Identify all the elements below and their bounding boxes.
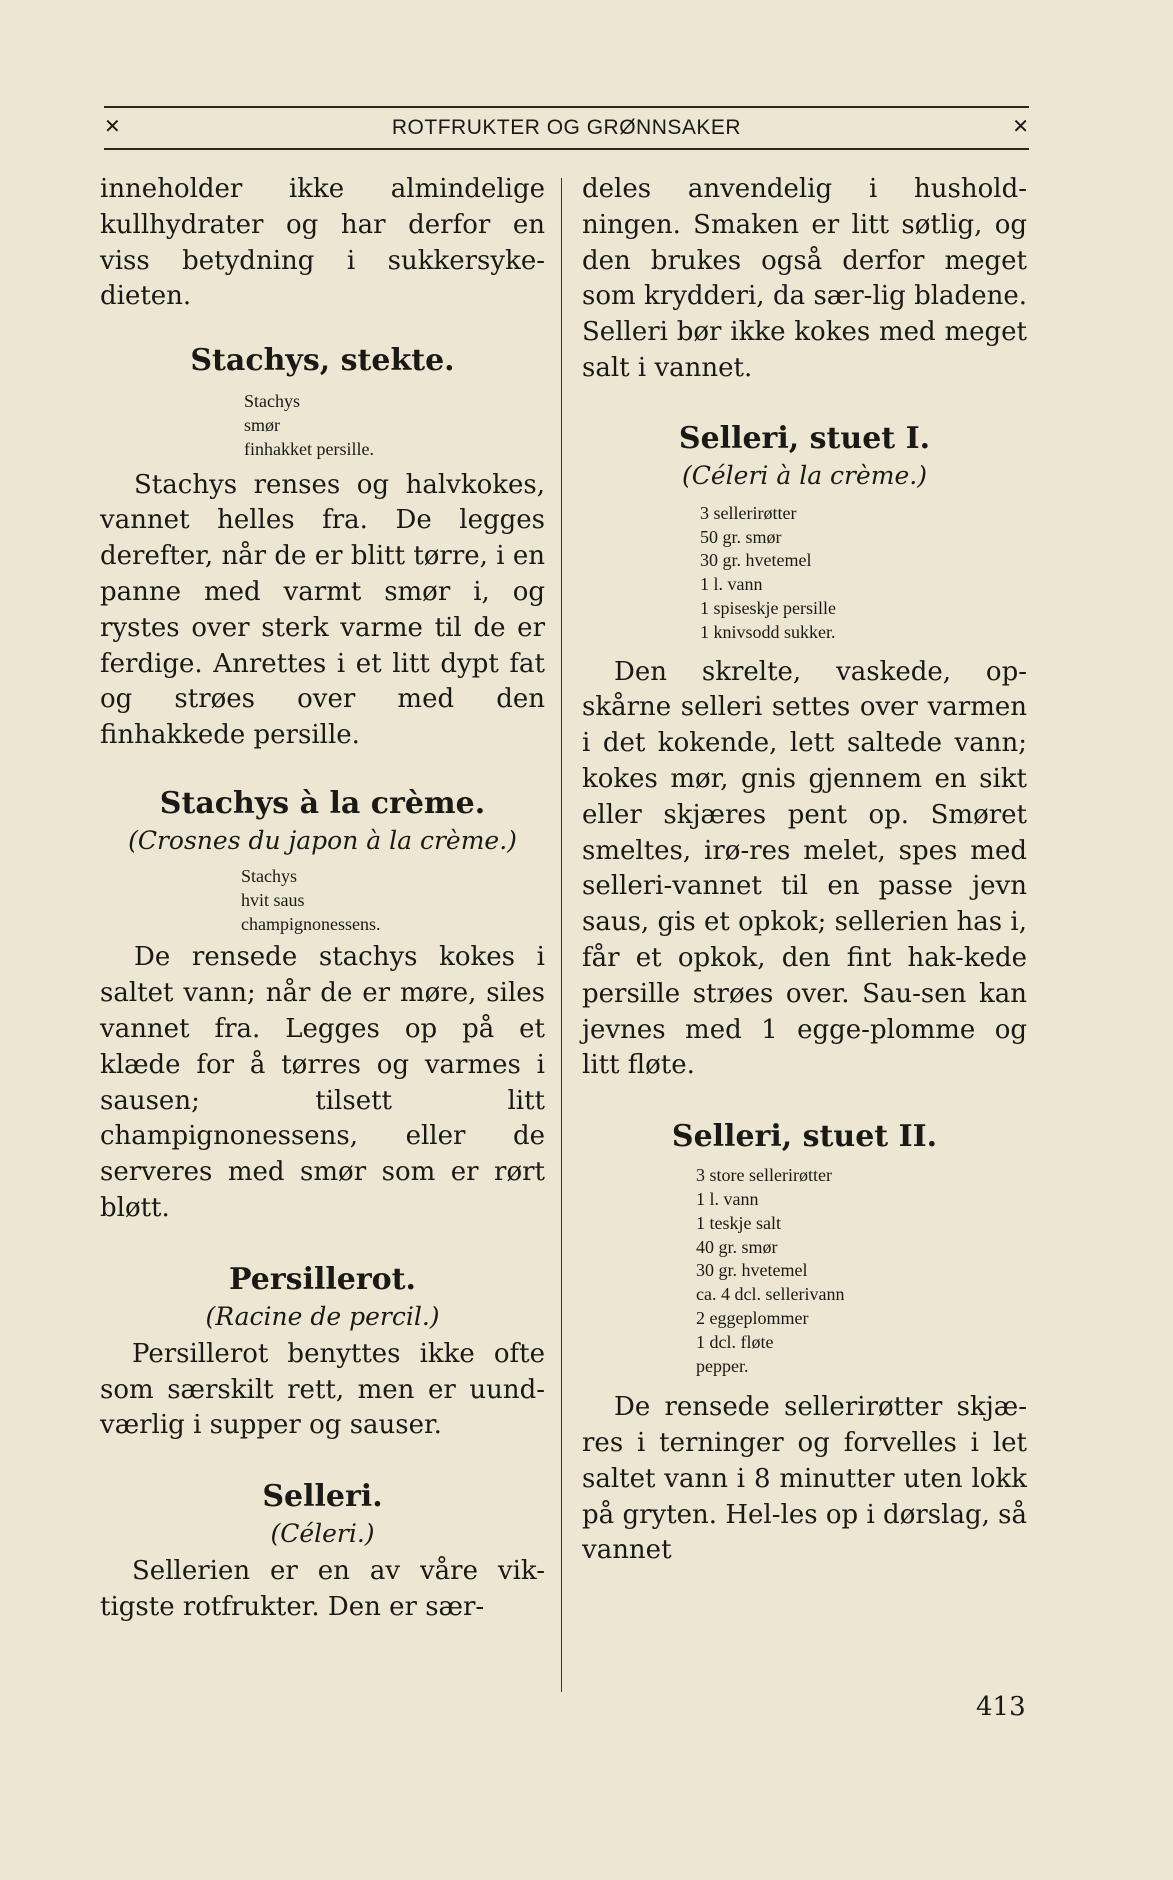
- column-divider: [561, 178, 562, 1692]
- ingredient: pepper.: [696, 1355, 749, 1376]
- heading-stachys-creme: Stachys à la crème.: [159, 785, 486, 821]
- ingredient: 50 gr. smør: [700, 526, 782, 547]
- heading-persillerot: Persillerot.: [229, 1261, 416, 1297]
- ingredient: 3 sellerirøtter: [700, 502, 797, 523]
- left-column: [100, 172, 545, 1626]
- ingredient: 2 eggeplommer: [696, 1307, 809, 1328]
- heading-stachys-stekte: Stachys, stekte.: [190, 343, 455, 379]
- ingredient: 3 store sellerirøtter: [696, 1165, 832, 1186]
- ingredient: 1 spiseskje persille: [700, 597, 836, 618]
- text-persillerot: Persillerot benyttes ikke ofte som særskilt rett, men er uund-værlig i supper og sauser.: [100, 1338, 545, 1441]
- subtitle-stachys-creme: (Crosnes du japon à la crème.): [128, 825, 517, 855]
- ingredient: 1 dcl. fløte: [696, 1331, 774, 1352]
- ingredient: 1 l. vann: [696, 1188, 759, 1209]
- ingredient: smør: [244, 414, 280, 435]
- ingredient: 1 l. vann: [700, 574, 763, 595]
- header-title: ROTFRUKTER OG GRØNNSAKER: [391, 116, 742, 139]
- ingredient: Stachys: [241, 865, 297, 886]
- ingredients-selleri-stuet-1: [700, 502, 1027, 645]
- page-number: 413: [976, 1692, 1026, 1722]
- subtitle-selleri: (Céleri.): [270, 1519, 375, 1549]
- text-stachys-creme: De rensede stachys kokes i saltet vann; når de er møre, siles vannet fra. Legges op på et klæde for å tørres og varmes i sausen; tilsett litt champignonessens, eller de serveres med smør som er rørt bløtt.: [100, 942, 545, 1223]
- ingredient: champignonessens.: [241, 913, 381, 934]
- ingredients-stachys-creme: [241, 865, 545, 936]
- ingredient: 30 gr. hvetemel: [700, 550, 812, 571]
- ingredient: 30 gr. hvetemel: [696, 1260, 808, 1281]
- text-selleri-stuet-1: Den skrelte, vaskede, op-skårne selleri settes over varmen i det kokende, lett saltede vann; kokes mør, gnis gjennem en sikt eller skjæres pent op. Smøret smeltes, irø-res melet, spes med selleri-vannet til en passe jevn saus, gis et opkok; sellerien has i, får et opkok, den fint hak-kede persille strøes over. Sau-sen kan jevnes med 1 egge-plomme og litt fløte.: [582, 656, 1027, 1081]
- intro-paragraph: inneholder ikke almindelige kullhydrater og har derfor en viss betydning i sukkersyke-dieten.: [100, 174, 545, 312]
- ingredient: 1 knivsodd sukker.: [700, 621, 836, 642]
- right-column: [582, 172, 1027, 1569]
- continuation-paragraph: deles anvendelig i hushold-ningen. Smaken er litt søtlig, og den brukes også derfor meget som krydderi, da sær-lig bladene. Selleri bør ikke kokes med meget salt i vannet.: [582, 174, 1027, 383]
- header-ornament-right: ✕: [1012, 114, 1029, 138]
- text-stachys-stekte: Stachys renses og halvkokes, vannet helles fra. De legges derefter, når de er blitt tørre, i en panne med varmt smør i, og rystes over sterk varme til de er ferdige. Anrettes i et litt dypt fat og strøes over med den finhakkede persille.: [100, 469, 545, 751]
- ingredient: Stachys: [244, 391, 300, 412]
- text-selleri-stuet-2: De rensede sellerirøtter skjæ-res i terninger og forvelles i let saltet vann i 8 minutter uten lokk på gryten. Hel-les op i dørslag, så vannet: [582, 1392, 1027, 1566]
- subtitle-persillerot: (Racine de percil.): [205, 1301, 440, 1331]
- ingredient: 40 gr. smør: [696, 1236, 778, 1257]
- ingredient: ca. 4 dcl. sellerivann: [696, 1284, 845, 1305]
- running-header: [104, 106, 1029, 150]
- heading-selleri-stuet-2: Selleri, stuet II.: [671, 1119, 938, 1155]
- ingredient: hvit saus: [241, 889, 305, 910]
- heading-selleri-stuet-1: Selleri, stuet I.: [678, 420, 931, 456]
- subtitle-selleri-stuet-1: (Céleri à la crème.): [681, 460, 927, 490]
- ingredient: 1 teskje salt: [696, 1212, 781, 1233]
- header-ornament-left: ✕: [104, 114, 121, 138]
- ingredient: finhakket persille.: [244, 438, 374, 459]
- heading-selleri: Selleri.: [262, 1479, 383, 1515]
- ingredients-selleri-stuet-2: [696, 1164, 1027, 1378]
- text-selleri: Sellerien er en av våre vik-tigste rotfrukter. Den er sær-: [100, 1556, 545, 1622]
- ingredients-stachys-stekte: [244, 390, 545, 461]
